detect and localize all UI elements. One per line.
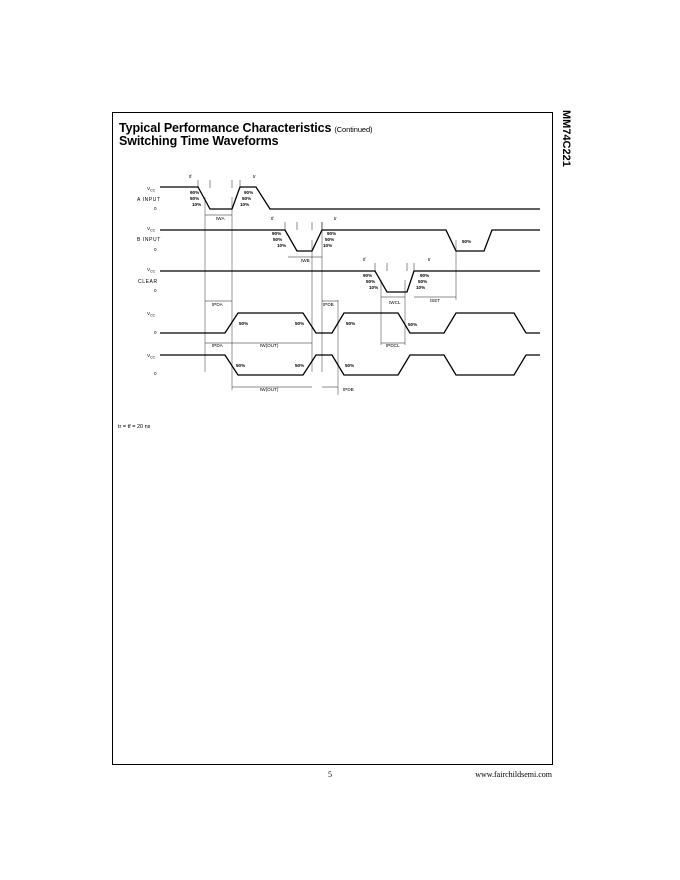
section-title: Typical Performance Characteristics (Continued) bbox=[119, 121, 373, 135]
clr-rise-10: 10% bbox=[416, 285, 426, 290]
b-50-percent: 50% bbox=[462, 239, 472, 244]
part-number: MM74C221 bbox=[560, 110, 572, 167]
clear-label: CLEAR bbox=[138, 279, 158, 285]
b-input-label: B INPUT bbox=[137, 237, 161, 243]
b-zero-label: 0 bbox=[154, 247, 157, 252]
a-zero-label: 0 bbox=[154, 206, 157, 211]
tw-out-label-1: tW(OUT) bbox=[260, 343, 279, 348]
clr-tr-label: tr bbox=[428, 257, 431, 262]
tset-label: tSET bbox=[430, 298, 441, 303]
twcl-label: tWCL bbox=[389, 300, 401, 305]
rise-fall-note: tr = tf = 20 ns bbox=[118, 424, 151, 430]
tpdcl-label: tPDCL bbox=[386, 343, 400, 348]
a-fall-10: 10% bbox=[192, 202, 202, 207]
tpda-label-2: tPDA bbox=[212, 343, 223, 348]
qbar-rise1-50: 50% bbox=[295, 363, 305, 368]
tpdb-label-2: tPDB bbox=[343, 387, 354, 392]
b-rise-50: 50% bbox=[325, 237, 335, 242]
qbar-zero-label: 0 bbox=[154, 371, 157, 376]
b-fall-10: 10% bbox=[277, 243, 287, 248]
tpdb-label: tPDB bbox=[323, 302, 334, 307]
clr-fall-10: 10% bbox=[369, 285, 379, 290]
section-subtitle: Switching Time Waveforms bbox=[119, 134, 279, 148]
twa-label: tWA bbox=[216, 216, 225, 221]
continued-label: (Continued) bbox=[334, 125, 373, 134]
q-rise2-50: 50% bbox=[346, 321, 356, 326]
a-fall-50: 50% bbox=[190, 196, 200, 201]
q-fall2-50: 50% bbox=[408, 322, 418, 327]
clr-rise-50: 50% bbox=[418, 279, 428, 284]
clr-rise-90: 90% bbox=[420, 273, 430, 278]
b-tf-label: tf bbox=[271, 216, 274, 221]
qbar-vcc-label: $V_{CC}$ bbox=[147, 353, 156, 360]
a-rise-50: 50% bbox=[242, 196, 252, 201]
q-fall1-50: 50% bbox=[295, 321, 305, 326]
clear-waveform bbox=[160, 271, 540, 292]
clr-vcc-label: $V_{CC}$ bbox=[147, 267, 156, 274]
b-input-waveform bbox=[160, 230, 540, 251]
a-rise-90: 90% bbox=[244, 190, 254, 195]
a-input-waveform bbox=[160, 187, 540, 209]
page-number: 5 bbox=[328, 770, 332, 779]
clr-zero-label: 0 bbox=[154, 288, 157, 293]
clr-tf-label: tf bbox=[363, 257, 366, 262]
a-vcc-label: $V_{CC}$ bbox=[147, 186, 156, 193]
q-rise1-50: 50% bbox=[239, 321, 249, 326]
b-rise-90: 90% bbox=[327, 231, 337, 236]
clr-fall-90: 90% bbox=[363, 273, 373, 278]
twb-label: tWB bbox=[301, 258, 310, 263]
clr-fall-50: 50% bbox=[366, 279, 376, 284]
qbar-fall1-50: 50% bbox=[236, 363, 246, 368]
tpda-label-1: tPDA bbox=[212, 302, 223, 307]
qbar-fall2-50: 50% bbox=[345, 363, 355, 368]
q-vcc-label: $V_{CC}$ bbox=[147, 311, 156, 318]
a-fall-90: 90% bbox=[190, 190, 200, 195]
a-tf-label: tf bbox=[189, 174, 192, 179]
b-fall-90: 90% bbox=[272, 231, 282, 236]
tw-out-label-2: tW(OUT) bbox=[260, 387, 279, 392]
b-tr-label: tr bbox=[334, 216, 337, 221]
q-zero-label: 0 bbox=[154, 330, 157, 335]
a-input-label: A INPUT bbox=[137, 197, 161, 203]
footer-url[interactable]: www.fairchildsemi.com bbox=[475, 770, 552, 779]
b-rise-10: 10% bbox=[323, 243, 333, 248]
a-tr-label: tr bbox=[253, 174, 256, 179]
a-rise-10: 10% bbox=[240, 202, 250, 207]
b-fall-50: 50% bbox=[273, 237, 283, 242]
b-vcc-label: $V_{CC}$ bbox=[147, 226, 156, 233]
